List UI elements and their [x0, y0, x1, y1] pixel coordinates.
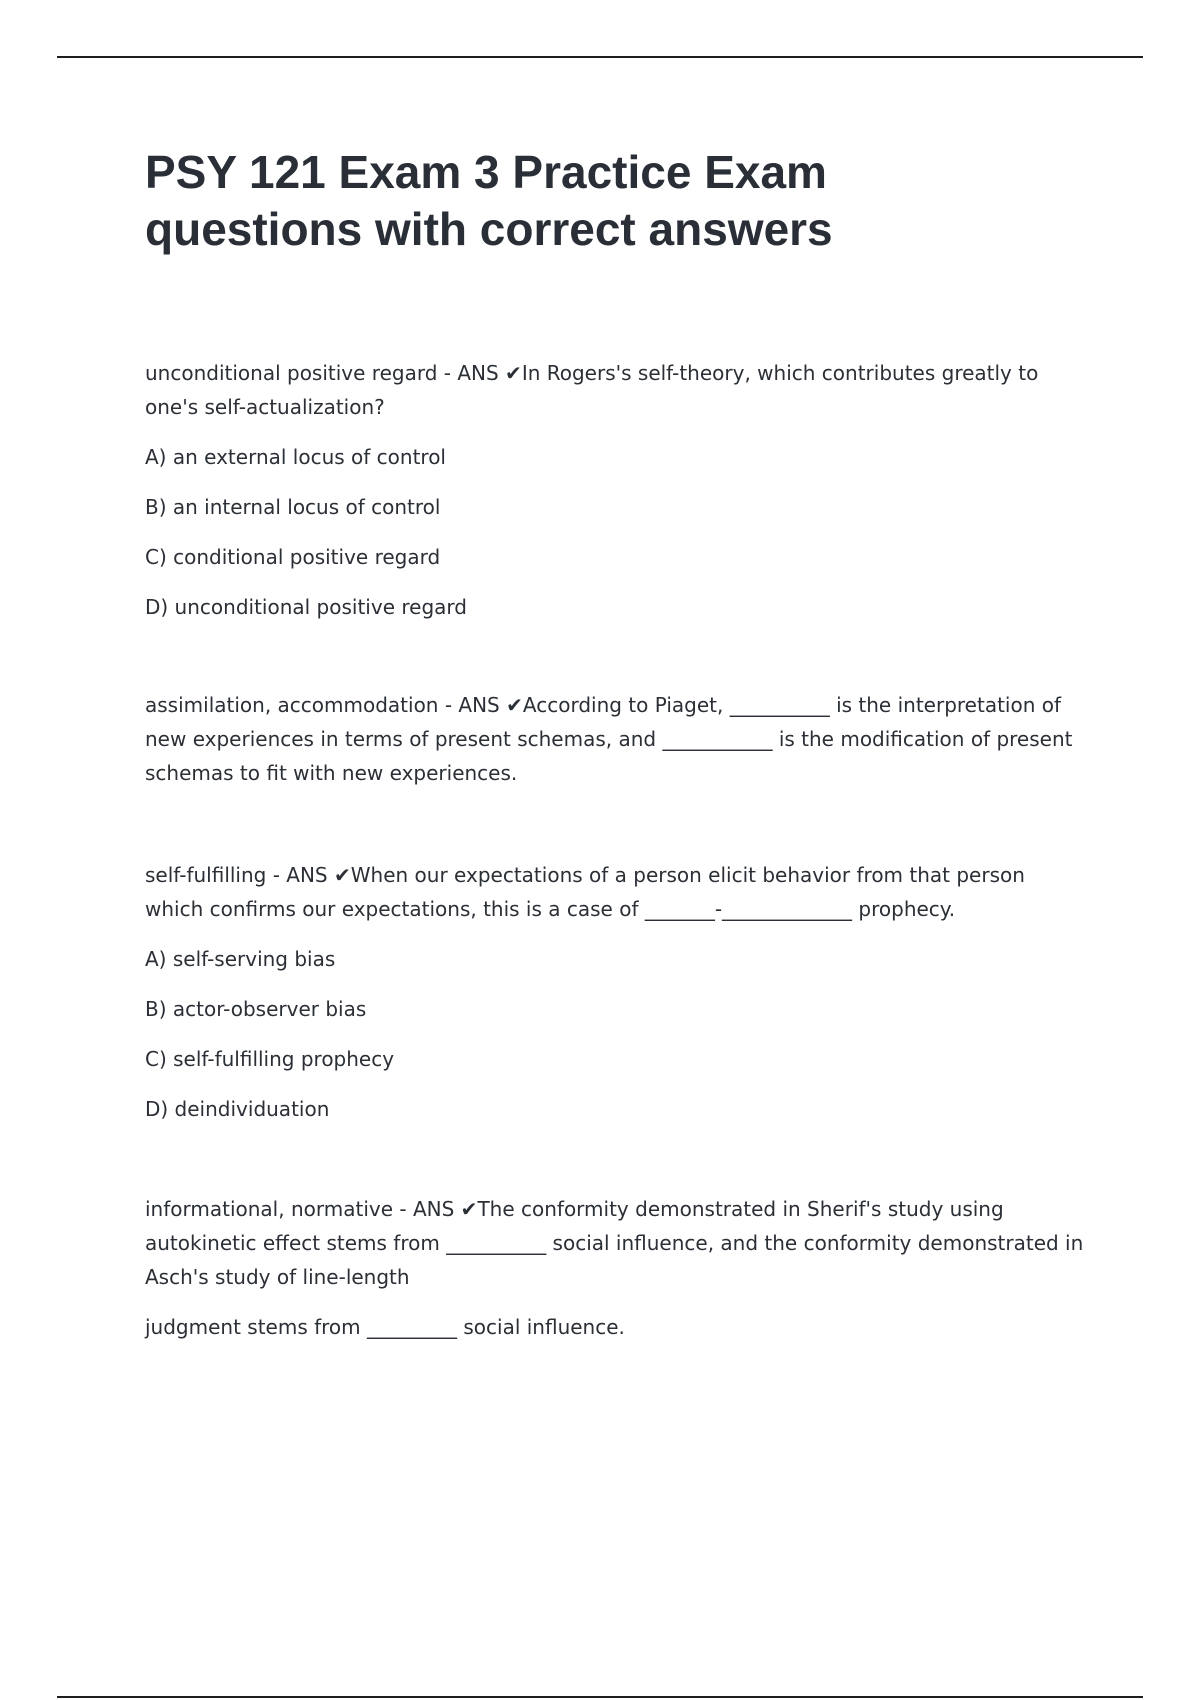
question-text: In Rogers's self-theory, which contributes greatly to one's self-actualization? [145, 361, 1039, 419]
option-a: A) an external locus of control [145, 445, 446, 469]
top-rule [57, 56, 1143, 58]
qa-item [145, 688, 1085, 790]
title-line-2: questions with correct answers [145, 203, 833, 255]
question-text: The conformity demonstrated in Sherif's study using autokinetic effect stems from __________ social influence, and the conformity demonstrated in Asch's study of line-length [145, 1197, 1084, 1289]
option-d: D) deindividuation [145, 1097, 330, 1121]
option-b: B) an internal locus of control [145, 495, 441, 519]
checkmark-icon: ✔ [506, 693, 523, 717]
ans-separator: - ANS [438, 693, 507, 717]
option-b: B) actor-observer bias [145, 997, 367, 1021]
answer-text: self-fulfilling [145, 863, 267, 887]
option-a: A) self-serving bias [145, 947, 336, 971]
ans-separator: - ANS [437, 361, 506, 385]
bottom-rule [57, 1696, 1143, 1698]
question-continuation: judgment stems from _________ social influence. [145, 1315, 625, 1339]
ans-separator: - ANS [393, 1197, 461, 1221]
answer-text: unconditional positive regard [145, 361, 438, 385]
qa-item [145, 1192, 1085, 1344]
qa-item [145, 356, 1085, 624]
question-text: According to Piaget, __________ is the interpretation of new experiences in terms of present schemas, and ___________ is the modification of present schemas to fit with new experiences. [145, 693, 1073, 785]
option-c: C) conditional positive regard [145, 545, 441, 569]
qa-question-text [145, 1192, 1085, 1294]
ans-separator: - ANS [266, 863, 334, 887]
qa-question-text [145, 356, 1085, 424]
checkmark-icon: ✔ [505, 361, 522, 385]
option-d: D) unconditional positive regard [145, 595, 467, 619]
question-text: When our expectations of a person elicit behavior from that person which confirms our expectations, this is a case of _______-_____________ prophecy. [145, 863, 1025, 921]
checkmark-icon: ✔ [460, 1197, 478, 1221]
option-c: C) self-fulfilling prophecy [145, 1047, 395, 1071]
title-line-1: PSY 121 Exam 3 Practice Exam [145, 146, 827, 198]
qa-question-text [145, 858, 1085, 926]
answer-text: assimilation, accommodation [145, 693, 439, 717]
qa-question-text [145, 688, 1085, 790]
answer-text: informational, normative [145, 1197, 394, 1221]
document-title [145, 144, 1045, 258]
qa-item [145, 858, 1085, 1126]
checkmark-icon: ✔ [334, 863, 351, 887]
